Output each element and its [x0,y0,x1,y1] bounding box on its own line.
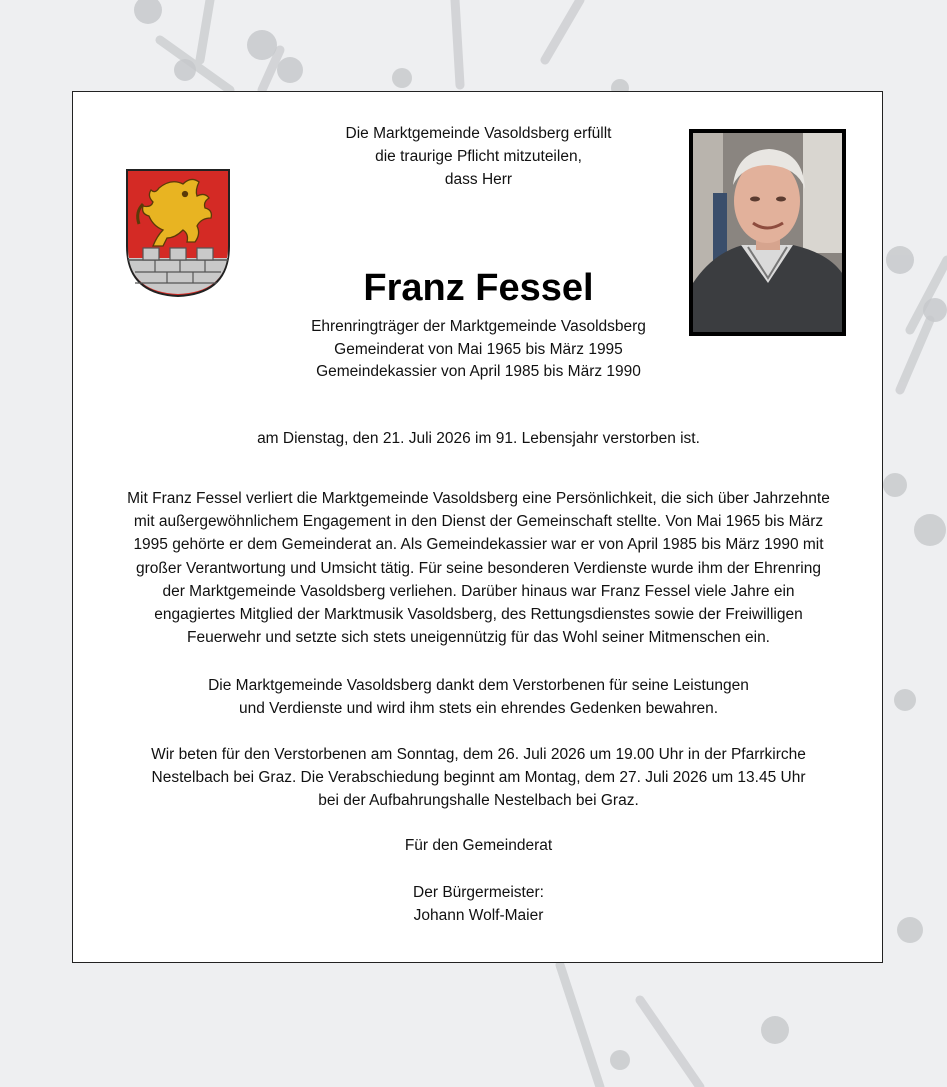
paragraph-line: und Verdienste und wird ihm stets ein ehrendes Gedenken bewahren. [238,700,719,718]
role-line: Gemeindekassier von April 1985 bis März 1990 [316,363,641,380]
deceased-name: Franz Fessel [363,267,594,309]
paragraph-line: der Marktgemeinde Vasoldsberg verliehen. Darüber hinaus war Franz Fessel viele Jahre ein [162,582,795,600]
paragraph-line: 1995 gehörte er dem Gemeinderat an. Als Gemeindekassier war er von April 1985 bis März 1990 mit [133,536,824,554]
service-paragraph [73,743,884,813]
mayor-signature [73,881,884,927]
paragraph-line: Nestelbach bei Graz. Die Verabschiedung beginnt am Montag, dem 27. Juli 2026 um 13.45 Uhr [151,769,806,787]
intro-line: Die Marktgemeinde Vasoldsberg erfüllt [345,125,612,142]
paragraph-line: Feuerwehr und setzte sich stets uneigennützig für das Wohl seiner Mitmenschen ein. [187,629,770,647]
thanks-paragraph [73,674,884,720]
mayor-title: Der Bürgermeister: [413,884,544,901]
paragraph-line: Die Marktgemeinde Vasoldsberg dankt dem Verstorbenen für seine Leistungen [208,677,749,694]
intro-text [73,122,884,191]
intro-line: dass Herr [444,171,513,188]
paragraph-line: Wir beten für den Verstorbenen am Sonntag, dem 26. Juli 2026 um 19.00 Uhr in der Pfarrkirche [151,746,806,763]
council-signature-line: Für den Gemeinderat [404,837,553,854]
paragraph-line: engagiertes Mitglied der Marktmusik Vasoldsberg, des Rettungsdienstes sowie der Freiwilligen [154,606,803,624]
paragraph-line: großer Verantwortung und Umsicht tätig. Für seine besonderen Verdienste wurde ihm der Ehrenring [136,559,821,577]
death-notice-line: am Dienstag, den 21. Juli 2026 im 91. Lebensjahr verstorben ist. [257,430,700,447]
paragraph-line: bei der Aufbahrungshalle Nestelbach bei Graz. [318,792,639,810]
tribute-paragraph [73,487,884,649]
role-line: Ehrenringträger der Marktgemeinde Vasoldsberg [311,318,646,335]
role-line: Gemeinderat von Mai 1965 bis März 1995 [334,340,623,358]
paragraph-line: Mit Franz Fessel verliert die Marktgemeinde Vasoldsberg eine Persönlichkeit, die sich über Jahrzehnte [127,490,830,507]
paragraph-line: mit außergewöhnlichem Engagement in den Dienst der Gemeinschaft stellte. Von Mai 1965 bis März [133,513,824,531]
mayor-name: Johann Wolf-Maier [413,907,544,924]
obituary-card [72,91,883,963]
intro-line: die traurige Pflicht mitzuteilen, [375,148,582,165]
roles-list [73,316,884,384]
